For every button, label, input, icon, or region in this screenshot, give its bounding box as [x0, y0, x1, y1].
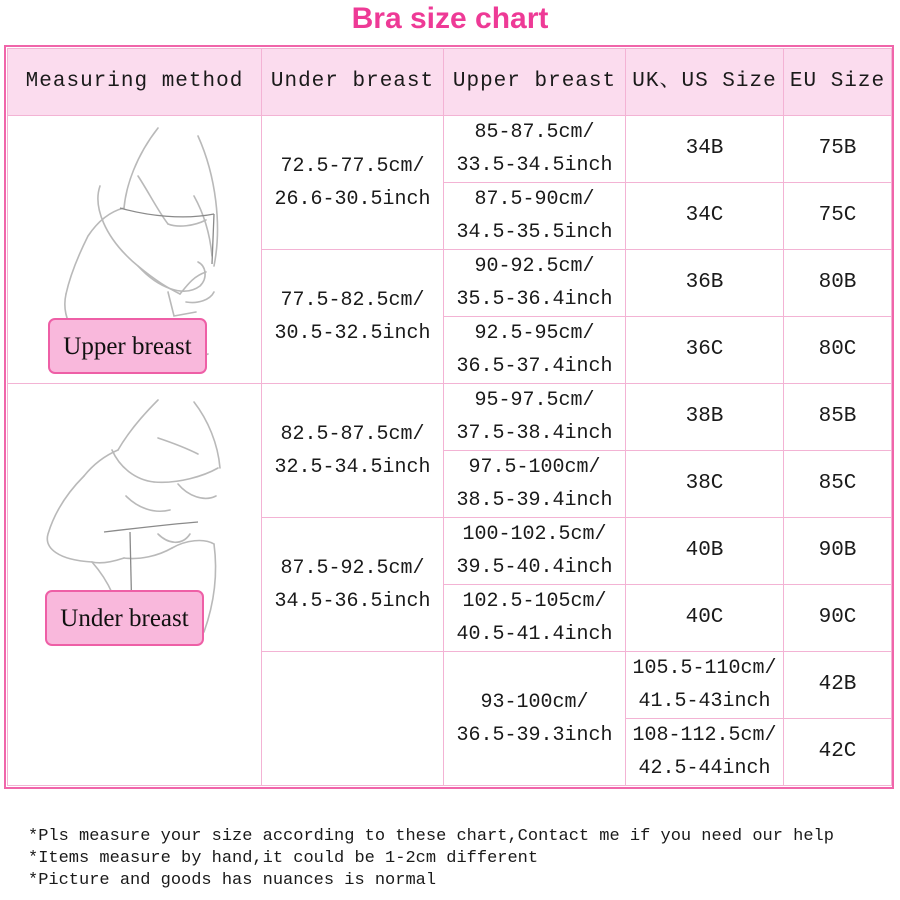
under-range-inch: 32.5-34.5inch	[274, 455, 431, 479]
eu-size: 80C	[784, 317, 892, 384]
upper-range-inch: 35.5-36.4inch	[456, 288, 613, 311]
note-line: *Pls measure your size according to these chart,Contact me if you need our help	[28, 827, 834, 846]
upper-range-inch: 33.5-34.5inch	[456, 154, 613, 177]
upper-breast-range	[444, 250, 626, 317]
upper-range-cm: 100-102.5cm/	[462, 523, 607, 546]
upper-range-cm: 92.5-95cm/	[474, 322, 595, 345]
upper-range-cm: 105.5-110cm/	[632, 657, 777, 680]
upper-breast-label: Upper breast	[48, 318, 207, 374]
uk-us-size: 38C	[626, 451, 784, 518]
under-breast-label: Under breast	[45, 590, 204, 646]
upper-breast-range	[444, 116, 626, 183]
under-range-inch: 34.5-36.5inch	[274, 589, 431, 613]
upper-breast-range	[444, 585, 626, 652]
upper-range-inch: 39.5-40.4inch	[456, 556, 613, 579]
header-row	[8, 49, 892, 116]
upper-range-inch: 42.5-44inch	[638, 757, 771, 780]
table-row	[8, 116, 892, 183]
upper-breast-range	[626, 719, 784, 786]
under-breast-range	[262, 250, 444, 384]
note-line: *Picture and goods has nuances is normal	[28, 871, 437, 890]
under-breast-method-cell	[8, 384, 262, 786]
upper-range-inch: 37.5-38.4inch	[456, 422, 613, 445]
upper-range-cm: 97.5-100cm/	[468, 456, 601, 479]
uk-us-size: 40B	[626, 518, 784, 585]
upper-breast-range	[444, 183, 626, 250]
upper-breast-range	[626, 652, 784, 719]
uk-us-size: 36C	[626, 317, 784, 384]
upper-range-cm: 95-97.5cm/	[474, 389, 595, 412]
upper-range-cm: 108-112.5cm/	[632, 724, 777, 747]
eu-size: 90C	[784, 585, 892, 652]
upper-range-cm: 90-92.5cm/	[474, 255, 595, 278]
under-range-inch: 30.5-32.5inch	[274, 321, 431, 345]
header-eu-size: EU Size	[784, 49, 892, 116]
empty-method-cell	[262, 652, 444, 786]
under-breast-range	[262, 384, 444, 518]
upper-range-cm: 85-87.5cm/	[474, 121, 595, 144]
notes	[28, 826, 834, 892]
under-range-cm: 93-100cm/	[480, 690, 589, 714]
uk-us-size: 38B	[626, 384, 784, 451]
upper-range-inch: 36.5-37.4inch	[456, 355, 613, 378]
under-range-cm: 77.5-82.5cm/	[280, 288, 425, 312]
size-table	[7, 48, 892, 786]
upper-range-inch: 41.5-43inch	[638, 690, 771, 713]
upper-breast-method-cell	[8, 116, 262, 384]
eu-size: 80B	[784, 250, 892, 317]
page-title: Bra size chart	[351, 2, 549, 35]
header-uk-us-size: UK、US Size	[626, 49, 784, 116]
uk-us-size: 42B	[784, 652, 892, 719]
header-upper-breast: Upper breast	[444, 49, 626, 116]
upper-breast-range	[444, 384, 626, 451]
uk-us-size: 34B	[626, 116, 784, 183]
upper-range-inch: 34.5-35.5inch	[456, 221, 613, 244]
eu-size: 75B	[784, 116, 892, 183]
eu-size: 75C	[784, 183, 892, 250]
eu-size: 90B	[784, 518, 892, 585]
upper-range-cm: 102.5-105cm/	[462, 590, 607, 613]
header-under-breast: Under breast	[262, 49, 444, 116]
under-breast-range	[444, 652, 626, 786]
uk-us-size: 34C	[626, 183, 784, 250]
eu-size: 85B	[784, 384, 892, 451]
note-line: *Items measure by hand,it could be 1-2cm different	[28, 849, 539, 868]
upper-breast-range	[444, 518, 626, 585]
header-measuring-method: Measuring method	[8, 49, 262, 116]
table-row	[8, 384, 892, 451]
under-range-inch: 36.5-39.3inch	[456, 723, 613, 747]
eu-size: 85C	[784, 451, 892, 518]
upper-range-inch: 38.5-39.4inch	[456, 489, 613, 512]
uk-us-size: 40C	[626, 585, 784, 652]
under-range-cm: 72.5-77.5cm/	[280, 154, 425, 178]
under-range-inch: 26.6-30.5inch	[274, 187, 431, 211]
upper-breast-range	[444, 317, 626, 384]
under-breast-range	[262, 518, 444, 652]
under-range-cm: 82.5-87.5cm/	[280, 422, 425, 446]
uk-us-size: 42C	[784, 719, 892, 786]
under-range-cm: 87.5-92.5cm/	[280, 556, 425, 580]
under-breast-range	[262, 116, 444, 250]
uk-us-size: 36B	[626, 250, 784, 317]
upper-range-cm: 87.5-90cm/	[474, 188, 595, 211]
upper-range-inch: 40.5-41.4inch	[456, 623, 613, 646]
upper-breast-range	[444, 451, 626, 518]
